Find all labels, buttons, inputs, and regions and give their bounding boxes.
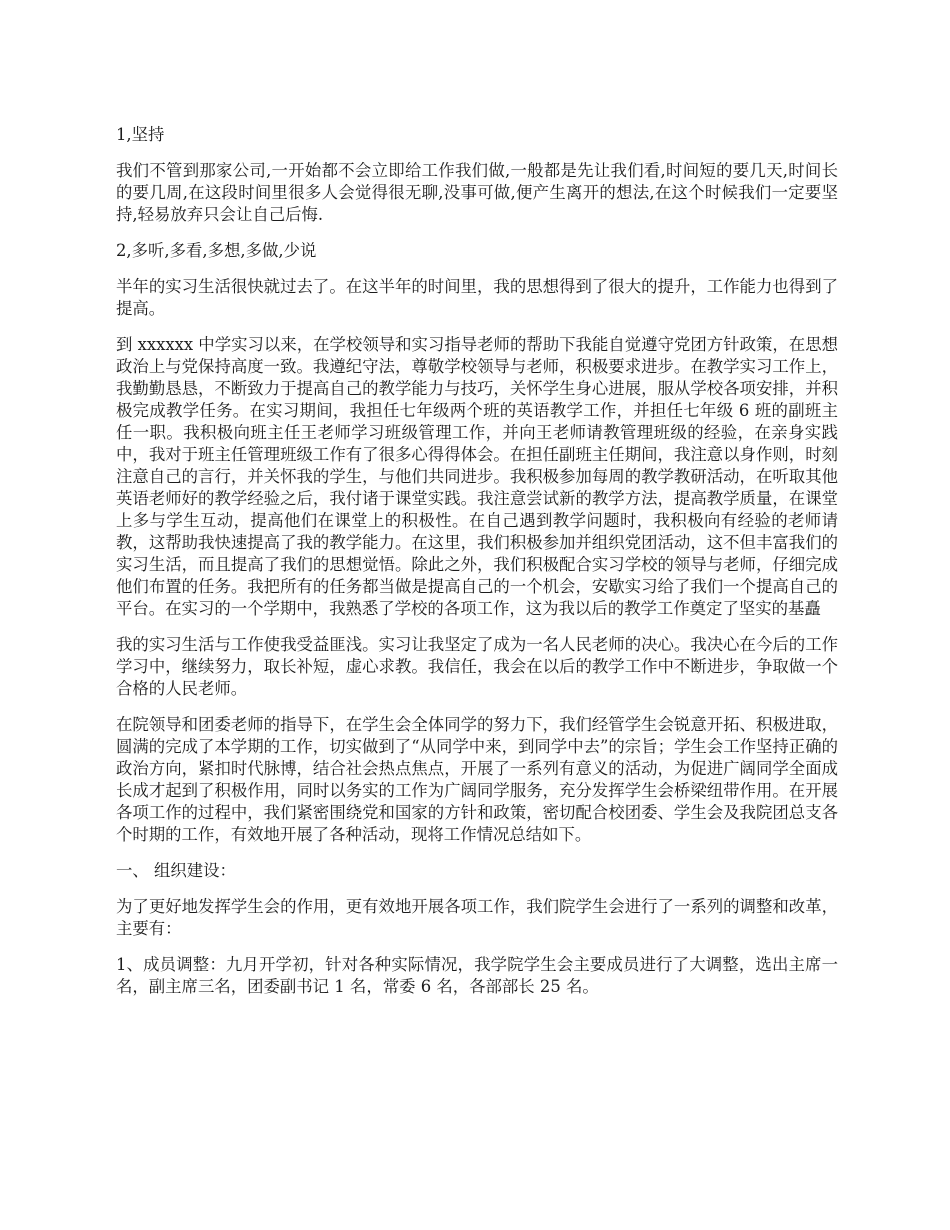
paragraph-persist-body: 我们不管到那家公司,一开始都不会立即给工作我们做,一般都是先让我们看,时间短的要几天,时间长的要几周,在这段时间里很多人会觉得很无聊,没事可做,便产生离开的想法,在这个时候我们一定要坚持,轻易放弃只会让自己后悔. [116,161,838,224]
paragraph-benefit: 我的实习生活与工作使我受益匪浅。实习让我坚定了成为一名人民老师的决心。我决心在今后的工作学习中，继续努力，取长补短，虚心求教。我信任，我会在以后的教学工作中不断进步，争取做一个合格的人民老师。 [116,635,838,698]
paragraph-student-union: 在院领导和团委老师的指导下，在学生会全体同学的努力下，我们经管学生会锐意开拓、积极进取，圆满的完成了本学期的工作，切实做到了“从同学中来，到同学中去”的宗旨；学生会工作坚持正确的政治方向，紧扣时代脉博，结合社会热点焦点，开展了一系列有意义的活动，为促进广阔同学全面成长成才起到了积极作用，同时以务实的工作为广阔同学服务，充分发挥学生会桥梁纽带作用。在开展各项工作的过程中，我们紧密围绕党和国家的方针和政策，密切配合校团委、学生会及我院团总支各个时期的工作，有效地开展了各种活动，现将工作情况总结如下。 [116,715,838,844]
paragraph-internship-detail: 到 xxxxxx 中学实习以来，在学校领导和实习指导老师的帮助下我能自觉遵守党团方针政策，在思想政治上与党保持高度一致。我遵纪守法，尊敬学校领导与老师，积极要求进步。在教学实习工作上，我勤勤恳恳，不断致力于提高自己的教学能力与技巧，关怀学生身心进展，服从学校各项安排，并积极完成教学任务。在实习期间，我担任七年级两个班的英语教学工作，并担任七年级 6 班的副班主任一职。我积极向班主任王老师学习班级管理工作，并向王老师请教管理班级的经验，在亲身实践中，我对于班主任管理班级工作有了很多心得得体会。在担任副班主任期间，我注意以身作则，时刻注意自己的言行，并关怀我的学生，与他们共同进步。我积极参加每周的教学教研活动，在听取其他英语老师好的教学经验之后，我付诸于课堂实践。我注意尝试新的教学方法，提高教学质量，在课堂上多与学生互动，提高他们在课堂上的积极性。在自己遇到教学问题时，我积极向有经验的老师请教，这帮助我快速提高了我的教学能力。在这里，我们积极参加并组织党团活动，这不但丰富我们的实习生活，而且提高了我们的思想觉悟。除此之外，我们积极配合实习学校的领导与老师，仔细完成他们布置的任务。我把所有的任务都当做是提高自己的一个机会，安歇实习给了我们一个提高自己的平台。在实习的一个学期中，我熟悉了学校的各项工作，这为我以后的教学工作奠定了坚实的基矗 [116,335,838,618]
paragraph-half-year: 半年的实习生活很快就过去了。在这半年的时间里，我的思想得到了很大的提升，工作能力也得到了提高。 [116,277,838,318]
paragraph-member-adjustment: 1、成员调整：九月开学初，针对各种实际情况，我学院学生会主要成员进行了大调整，选出主席一名，副主席三名，团委副书记 1 名，常委 6 名，各部部长 25 名。 [116,955,838,996]
document-page [116,124,838,1012]
heading-listen-look: 2,多听,多看,多想,多做,少说 [116,241,317,260]
heading-organization: 一、 组织建设： [116,861,236,880]
heading-persist: 1,坚持 [116,125,165,144]
paragraph-adjustment-intro: 为了更好地发挥学生会的作用，更有效地开展各项工作，我们院学生会进行了一系列的调整和改革，主要有： [116,897,838,938]
